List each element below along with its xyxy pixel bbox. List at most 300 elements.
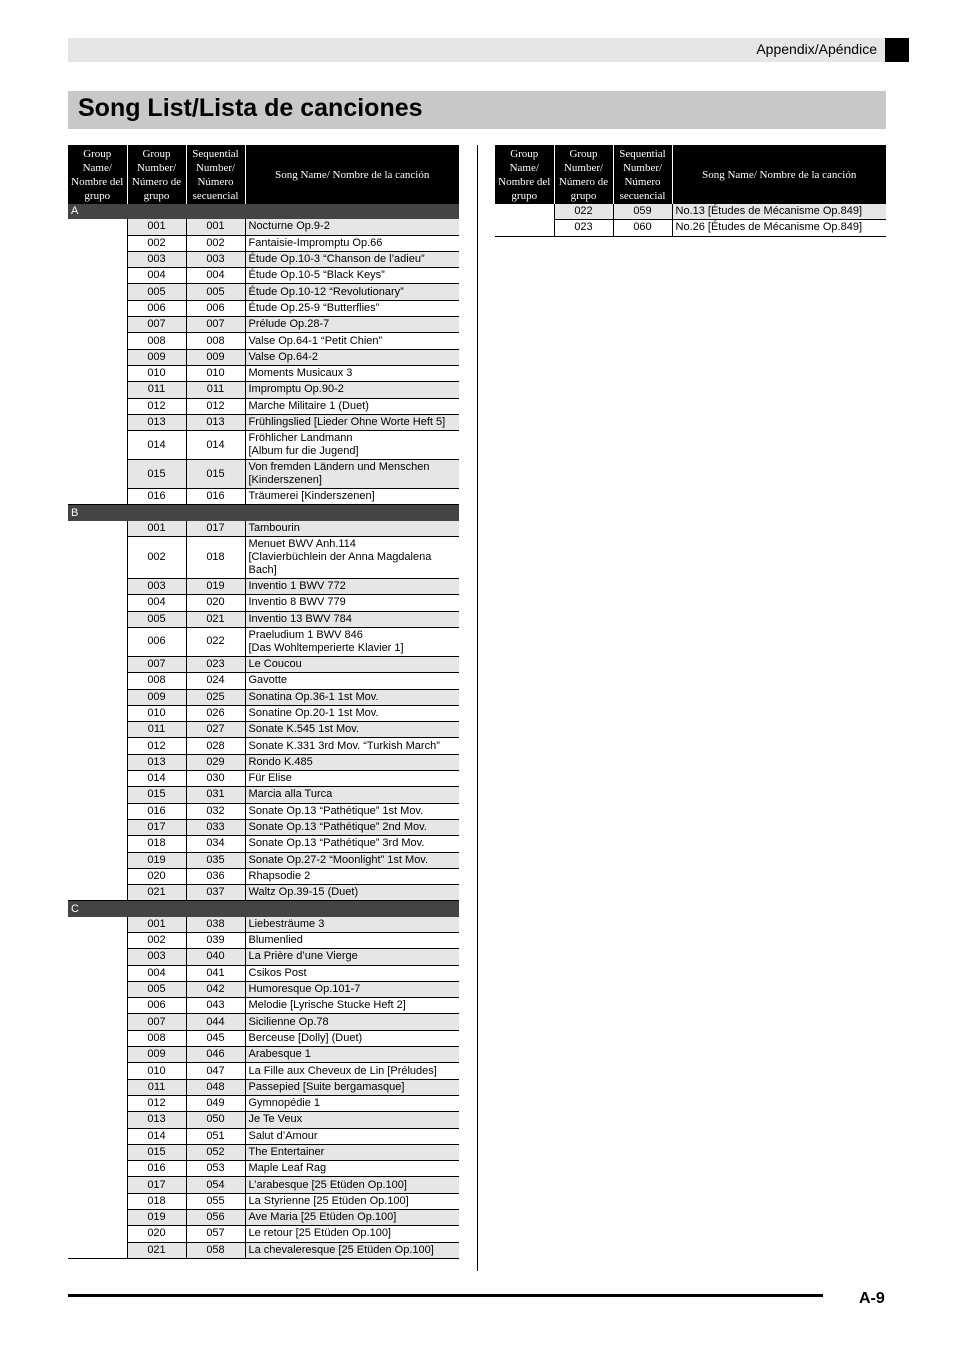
sequential-number-cell: 016: [186, 489, 245, 505]
table-row: [68, 611, 459, 627]
group-name-cell: [68, 1210, 127, 1226]
song-table-left: [68, 145, 459, 1259]
sequential-number-cell: 029: [186, 754, 245, 770]
group-name-cell: [495, 204, 554, 220]
table-row: [68, 1210, 459, 1226]
group-number-cell: 002: [127, 932, 186, 948]
table-row: [68, 1242, 459, 1258]
table-row: [68, 1128, 459, 1144]
sequential-number-cell: 010: [186, 365, 245, 381]
table-row: [68, 317, 459, 333]
table-row: [68, 981, 459, 997]
song-name-cell: Melodie [Lyrische Stucke Heft 2]: [245, 998, 459, 1014]
table-row: [68, 738, 459, 754]
sequential-number-cell: 034: [186, 836, 245, 852]
group-name-cell: [68, 365, 127, 381]
table-row: [68, 1193, 459, 1209]
song-name-cell: Maple Leaf Rag: [245, 1161, 459, 1177]
song-name-cell: Salut d’Amour: [245, 1128, 459, 1144]
song-name-cell: Sonate Op.13 “Pathétique” 3rd Mov.: [245, 836, 459, 852]
group-name-cell: [68, 1014, 127, 1030]
table-row: [68, 885, 459, 901]
group-name-cell: [68, 251, 127, 267]
group-number-cell: 001: [127, 917, 186, 933]
table-row: [68, 932, 459, 948]
song-name-cell: Waltz Op.39-15 (Duet): [245, 885, 459, 901]
group-number-cell: 014: [127, 1128, 186, 1144]
group-name-cell: [68, 949, 127, 965]
col-header-group-number: Group Number/ Número de grupo: [127, 145, 186, 204]
footer-rule: [68, 1294, 823, 1297]
group-number-cell: 020: [127, 868, 186, 884]
group-name-cell: [68, 932, 127, 948]
header-section-label: Appendix/Apéndice: [756, 41, 877, 57]
song-name-cell: Fantaisie-Impromptu Op.66: [245, 235, 459, 251]
sequential-number-cell: 050: [186, 1112, 245, 1128]
sequential-number-cell: 025: [186, 689, 245, 705]
table-row: [68, 398, 459, 414]
group-name-cell: [68, 722, 127, 738]
table-row: [68, 1161, 459, 1177]
sequential-number-cell: 012: [186, 398, 245, 414]
song-name-cell: Étude Op.25-9 “Butterflies”: [245, 300, 459, 316]
table-row: [68, 819, 459, 835]
group-number-cell: 001: [127, 219, 186, 235]
song-name-cell: Sonate Op.13 “Pathétique” 1st Mov.: [245, 803, 459, 819]
group-section-row: [68, 204, 459, 219]
table-row: [68, 1030, 459, 1046]
song-name-cell: L’arabesque [25 Etüden Op.100]: [245, 1177, 459, 1193]
table-header-row: [495, 145, 886, 204]
group-number-cell: 014: [127, 771, 186, 787]
sequential-number-cell: 021: [186, 611, 245, 627]
song-name-cell: Rhapsodie 2: [245, 868, 459, 884]
song-name-cell: Praeludium 1 BWV 846 [Das Wohltemperierte Klavier 1]: [245, 627, 459, 656]
group-number-cell: 012: [127, 738, 186, 754]
table-row: [68, 771, 459, 787]
group-name-cell: [68, 1144, 127, 1160]
group-number-cell: 014: [127, 431, 186, 460]
table-row: [68, 656, 459, 672]
table-row: [68, 689, 459, 705]
page-title: Song List/Lista de canciones: [78, 94, 423, 122]
sequential-number-cell: 043: [186, 998, 245, 1014]
group-number-cell: 003: [127, 949, 186, 965]
sequential-number-cell: 053: [186, 1161, 245, 1177]
group-name-cell: [68, 1177, 127, 1193]
song-name-cell: Sonate K.331 3rd Mov. “Turkish March”: [245, 738, 459, 754]
sequential-number-cell: 022: [186, 627, 245, 656]
group-name-cell: [68, 521, 127, 537]
sequential-number-cell: 042: [186, 981, 245, 997]
group-section-label: B: [68, 505, 459, 521]
header-bar: [68, 38, 885, 62]
group-number-cell: 002: [127, 235, 186, 251]
table-row: [68, 489, 459, 505]
col-header-song-name: Song Name/ Nombre de la canción: [245, 145, 459, 204]
group-number-cell: 004: [127, 595, 186, 611]
group-number-cell: 016: [127, 489, 186, 505]
song-name-cell: Sonatina Op.36-1 1st Mov.: [245, 689, 459, 705]
table-header-row: [68, 145, 459, 204]
table-row: [68, 852, 459, 868]
group-name-cell: [68, 965, 127, 981]
table-row: [68, 1095, 459, 1111]
song-name-cell: Passepied [Suite bergamasque]: [245, 1079, 459, 1095]
group-number-cell: 007: [127, 656, 186, 672]
group-name-cell: [68, 1047, 127, 1063]
table-row: [68, 268, 459, 284]
sequential-number-cell: 005: [186, 284, 245, 300]
song-name-cell: Prélude Op.28-7: [245, 317, 459, 333]
table-row: [68, 917, 459, 933]
song-name-cell: Inventio 13 BWV 784: [245, 611, 459, 627]
table-row: [68, 965, 459, 981]
group-number-cell: 007: [127, 317, 186, 333]
group-name-cell: [68, 998, 127, 1014]
group-number-cell: 015: [127, 787, 186, 803]
sequential-number-cell: 020: [186, 595, 245, 611]
song-name-cell: Étude Op.10-5 “Black Keys”: [245, 268, 459, 284]
group-name-cell: [68, 1063, 127, 1079]
song-name-cell: Träumerei [Kinderszenen]: [245, 489, 459, 505]
sequential-number-cell: 049: [186, 1095, 245, 1111]
group-number-cell: 010: [127, 365, 186, 381]
group-name-cell: [68, 1193, 127, 1209]
song-name-cell: Nocturne Op.9-2: [245, 219, 459, 235]
sequential-number-cell: 051: [186, 1128, 245, 1144]
group-number-cell: 005: [127, 981, 186, 997]
group-number-cell: 016: [127, 803, 186, 819]
group-name-cell: [68, 284, 127, 300]
song-name-cell: Étude Op.10-3 “Chanson de l’adieu”: [245, 251, 459, 267]
group-number-cell: 006: [127, 998, 186, 1014]
song-name-cell: Inventio 8 BWV 779: [245, 595, 459, 611]
song-name-cell: Frühlingslied [Lieder Ohne Worte Heft 5]: [245, 414, 459, 430]
group-number-cell: 001: [127, 521, 186, 537]
sequential-number-cell: 060: [613, 220, 672, 236]
song-name-cell: Arabesque 1: [245, 1047, 459, 1063]
table-row: [68, 431, 459, 460]
sequential-number-cell: 009: [186, 349, 245, 365]
group-section-label: C: [68, 901, 459, 917]
group-name-cell: [68, 1242, 127, 1258]
table-row: [68, 537, 459, 579]
group-number-cell: 010: [127, 1063, 186, 1079]
table-row: [68, 235, 459, 251]
song-table-right: [495, 145, 886, 237]
sequential-number-cell: 037: [186, 885, 245, 901]
sequential-number-cell: 015: [186, 460, 245, 489]
song-name-cell: Menuet BWV Anh.114 [Clavierbüchlein der Anna Magdalena Bach]: [245, 537, 459, 579]
column-divider: [477, 145, 478, 1271]
group-number-cell: 008: [127, 333, 186, 349]
group-section-label: A: [68, 204, 459, 219]
song-name-cell: Sonate Op.13 “Pathétique” 2nd Mov.: [245, 819, 459, 835]
sequential-number-cell: 057: [186, 1226, 245, 1242]
song-name-cell: Je Te Veux: [245, 1112, 459, 1128]
group-number-cell: 021: [127, 1242, 186, 1258]
song-name-cell: La chevaleresque [25 Etüden Op.100]: [245, 1242, 459, 1258]
group-name-cell: [68, 219, 127, 235]
group-number-cell: 007: [127, 1014, 186, 1030]
table-row: [68, 1014, 459, 1030]
sequential-number-cell: 017: [186, 521, 245, 537]
col-header-song-name: Song Name/ Nombre de la canción: [672, 145, 886, 204]
table-row: [68, 1112, 459, 1128]
group-number-cell: 019: [127, 1210, 186, 1226]
table-row: [68, 949, 459, 965]
group-name-cell: [68, 1161, 127, 1177]
page-number: A-9: [859, 1290, 885, 1307]
table-row: [68, 521, 459, 537]
col-header-group-number: Group Number/ Número de grupo: [554, 145, 613, 204]
group-name-cell: [68, 333, 127, 349]
group-name-cell: [68, 460, 127, 489]
sequential-number-cell: 026: [186, 705, 245, 721]
table-row: [495, 220, 886, 236]
group-name-cell: [68, 917, 127, 933]
table-row: [68, 627, 459, 656]
table-row: [68, 365, 459, 381]
sequential-number-cell: 058: [186, 1242, 245, 1258]
group-name-cell: [68, 579, 127, 595]
song-name-cell: La Fille aux Cheveux de Lin [Préludes]: [245, 1063, 459, 1079]
group-number-cell: 012: [127, 1095, 186, 1111]
group-number-cell: 019: [127, 852, 186, 868]
group-number-cell: 011: [127, 382, 186, 398]
song-name-cell: Berceuse [Dolly] (Duet): [245, 1030, 459, 1046]
group-number-cell: 015: [127, 1144, 186, 1160]
table-row: [68, 803, 459, 819]
table-row: [68, 1063, 459, 1079]
song-name-cell: Fröhlicher Landmann [Album fur die Jugend]: [245, 431, 459, 460]
group-name-cell: [68, 803, 127, 819]
song-name-cell: Rondo K.485: [245, 754, 459, 770]
group-number-cell: 003: [127, 251, 186, 267]
group-number-cell: 006: [127, 300, 186, 316]
table-row: [68, 705, 459, 721]
group-name-cell: [68, 656, 127, 672]
table-row: [68, 1047, 459, 1063]
group-name-cell: [68, 771, 127, 787]
group-name-cell: [68, 317, 127, 333]
group-name-cell: [68, 885, 127, 901]
group-name-cell: [68, 981, 127, 997]
table-row: [68, 251, 459, 267]
song-name-cell: No.13 [Études de Mécanisme Op.849]: [672, 204, 886, 220]
song-name-cell: Sonate Op.27-2 “Moonlight” 1st Mov.: [245, 852, 459, 868]
table-row: [68, 382, 459, 398]
song-name-cell: Valse Op.64-2: [245, 349, 459, 365]
table-row: [68, 595, 459, 611]
group-number-cell: 012: [127, 398, 186, 414]
group-name-cell: [68, 1226, 127, 1242]
group-number-cell: 009: [127, 689, 186, 705]
song-name-cell: Marche Militaire 1 (Duet): [245, 398, 459, 414]
group-name-cell: [68, 1112, 127, 1128]
group-name-cell: [68, 705, 127, 721]
sequential-number-cell: 006: [186, 300, 245, 316]
table-row: [68, 300, 459, 316]
table-row: [68, 1177, 459, 1193]
sequential-number-cell: 011: [186, 382, 245, 398]
title-bar: [68, 91, 886, 129]
group-number-cell: 002: [127, 537, 186, 579]
group-name-cell: [68, 836, 127, 852]
sequential-number-cell: 047: [186, 1063, 245, 1079]
sequential-number-cell: 018: [186, 537, 245, 579]
sequential-number-cell: 030: [186, 771, 245, 787]
table-row: [68, 673, 459, 689]
song-name-cell: The Entertainer: [245, 1144, 459, 1160]
song-name-cell: No.26 [Études de Mécanisme Op.849]: [672, 220, 886, 236]
group-name-cell: [68, 235, 127, 251]
group-number-cell: 009: [127, 1047, 186, 1063]
group-number-cell: 017: [127, 819, 186, 835]
group-number-cell: 017: [127, 1177, 186, 1193]
group-name-cell: [68, 611, 127, 627]
group-number-cell: 013: [127, 754, 186, 770]
group-name-cell: [68, 489, 127, 505]
sequential-number-cell: 004: [186, 268, 245, 284]
table-row: [68, 284, 459, 300]
group-name-cell: [68, 627, 127, 656]
song-name-cell: Liebesträume 3: [245, 917, 459, 933]
group-name-cell: [68, 431, 127, 460]
sequential-number-cell: 059: [613, 204, 672, 220]
sequential-number-cell: 002: [186, 235, 245, 251]
group-number-cell: 015: [127, 460, 186, 489]
song-name-cell: Étude Op.10-12 “Revolutionary”: [245, 284, 459, 300]
table-row: [68, 1226, 459, 1242]
group-name-cell: [68, 1128, 127, 1144]
song-name-cell: Csikos Post: [245, 965, 459, 981]
sequential-number-cell: 033: [186, 819, 245, 835]
group-number-cell: 010: [127, 705, 186, 721]
table-row: [68, 722, 459, 738]
group-number-cell: 005: [127, 284, 186, 300]
group-number-cell: 018: [127, 836, 186, 852]
table-row: [68, 787, 459, 803]
song-name-cell: Humoresque Op.101-7: [245, 981, 459, 997]
sequential-number-cell: 008: [186, 333, 245, 349]
sequential-number-cell: 032: [186, 803, 245, 819]
group-name-cell: [68, 868, 127, 884]
sequential-number-cell: 039: [186, 932, 245, 948]
group-name-cell: [68, 398, 127, 414]
group-name-cell: [68, 349, 127, 365]
sequential-number-cell: 019: [186, 579, 245, 595]
song-name-cell: Le Coucou: [245, 656, 459, 672]
sequential-number-cell: 048: [186, 1079, 245, 1095]
sequential-number-cell: 007: [186, 317, 245, 333]
sequential-number-cell: 056: [186, 1210, 245, 1226]
col-header-group-name: Group Name/ Nombre del grupo: [68, 145, 127, 204]
table-row: [68, 836, 459, 852]
sequential-number-cell: 041: [186, 965, 245, 981]
sequential-number-cell: 052: [186, 1144, 245, 1160]
sequential-number-cell: 036: [186, 868, 245, 884]
group-number-cell: 023: [554, 220, 613, 236]
table-row: [68, 754, 459, 770]
group-section-row: [68, 505, 459, 521]
group-name-cell: [68, 1030, 127, 1046]
song-name-cell: Valse Op.64-1 “Petit Chien”: [245, 333, 459, 349]
song-name-cell: Impromptu Op.90-2: [245, 382, 459, 398]
song-name-cell: Ave Maria [25 Etüden Op.100]: [245, 1210, 459, 1226]
sequential-number-cell: 055: [186, 1193, 245, 1209]
sequential-number-cell: 038: [186, 917, 245, 933]
group-name-cell: [68, 595, 127, 611]
group-number-cell: 005: [127, 611, 186, 627]
table-row: [68, 998, 459, 1014]
song-name-cell: Gavotte: [245, 673, 459, 689]
table-row: [495, 204, 886, 220]
sequential-number-cell: 054: [186, 1177, 245, 1193]
group-name-cell: [68, 852, 127, 868]
group-number-cell: 022: [554, 204, 613, 220]
group-number-cell: 011: [127, 1079, 186, 1095]
group-number-cell: 004: [127, 268, 186, 284]
group-number-cell: 020: [127, 1226, 186, 1242]
sequential-number-cell: 001: [186, 219, 245, 235]
table-row: [68, 414, 459, 430]
sequential-number-cell: 045: [186, 1030, 245, 1046]
group-number-cell: 006: [127, 627, 186, 656]
group-name-cell: [68, 754, 127, 770]
sequential-number-cell: 027: [186, 722, 245, 738]
group-number-cell: 008: [127, 673, 186, 689]
col-header-sequential-number: Sequential Number/ Número secuencial: [186, 145, 245, 204]
sequential-number-cell: 031: [186, 787, 245, 803]
group-number-cell: 016: [127, 1161, 186, 1177]
group-name-cell: [68, 1079, 127, 1095]
song-name-cell: Für Elise: [245, 771, 459, 787]
table-row: [68, 579, 459, 595]
group-name-cell: [68, 819, 127, 835]
group-number-cell: 004: [127, 965, 186, 981]
group-number-cell: 009: [127, 349, 186, 365]
group-name-cell: [68, 673, 127, 689]
table-row: [68, 349, 459, 365]
song-name-cell: Marcia alla Turca: [245, 787, 459, 803]
song-name-cell: Le retour [25 Etüden Op.100]: [245, 1226, 459, 1242]
song-name-cell: Sicilienne Op.78: [245, 1014, 459, 1030]
group-name-cell: [68, 382, 127, 398]
sequential-number-cell: 046: [186, 1047, 245, 1063]
group-name-cell: [68, 537, 127, 579]
table-row: [68, 333, 459, 349]
table-row: [68, 219, 459, 235]
song-name-cell: Sonate K.545 1st Mov.: [245, 722, 459, 738]
table-row: [68, 868, 459, 884]
header-tab-marker: [885, 38, 909, 62]
group-number-cell: 013: [127, 414, 186, 430]
table-row: [68, 460, 459, 489]
song-name-cell: La Styrienne [25 Etüden Op.100]: [245, 1193, 459, 1209]
col-header-group-name: Group Name/ Nombre del grupo: [495, 145, 554, 204]
group-name-cell: [495, 220, 554, 236]
group-section-row: [68, 901, 459, 917]
song-name-cell: Inventio 1 BWV 772: [245, 579, 459, 595]
sequential-number-cell: 044: [186, 1014, 245, 1030]
group-name-cell: [68, 414, 127, 430]
group-name-cell: [68, 1095, 127, 1111]
group-number-cell: 008: [127, 1030, 186, 1046]
sequential-number-cell: 040: [186, 949, 245, 965]
group-number-cell: 013: [127, 1112, 186, 1128]
